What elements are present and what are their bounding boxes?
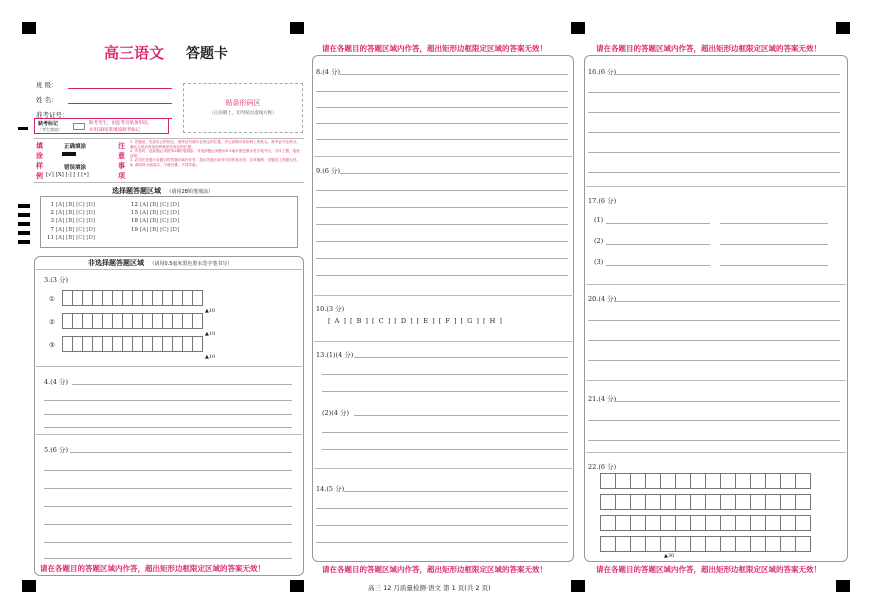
card-subtitle: 答题卡 — [186, 46, 228, 62]
corner-mark-tl — [22, 22, 36, 34]
q16-answer-line[interactable] — [614, 74, 840, 75]
mc-row[interactable]: 7 [A] [B] [C] [D] — [50, 227, 96, 233]
q8-answer-line[interactable] — [340, 74, 568, 75]
fill-label-4: 例 — [36, 171, 43, 180]
absent-note-1: 缺考考生，由监考员贴条形码， — [89, 121, 152, 126]
nonmc-section-title — [88, 258, 232, 268]
mc-row[interactable]: 2 [A] [B] [C] [D] — [50, 210, 96, 216]
divider — [586, 380, 846, 381]
mc-row[interactable]: 15 [A] [B] [C] [D] — [131, 210, 180, 216]
corner-mark-bl — [22, 580, 36, 592]
mc-row[interactable]: 19 [A] [B] [C] [D] — [131, 227, 180, 233]
notice-label-1: 注 — [118, 141, 125, 150]
warning-bottom-middle: 请在各题目的答题区域内作答，超出矩形边框限定区域的答案无效！ — [322, 565, 547, 574]
q4-answer-line[interactable] — [44, 400, 292, 401]
corner-mark-tm1 — [290, 22, 304, 34]
q8-answer-line[interactable] — [316, 91, 568, 92]
wrong-fill-label: 错误填涂 — [64, 165, 87, 171]
q4-answer-line[interactable] — [44, 414, 292, 415]
q20-answer-line[interactable] — [588, 320, 840, 321]
q17-item-1: (1) — [594, 216, 604, 224]
q4-answer-line[interactable] — [44, 427, 292, 428]
mc-row[interactable]: 3 [A] [B] [C] [D] — [50, 218, 96, 224]
q13-answer-line[interactable] — [354, 357, 568, 358]
q14-answer-line[interactable] — [316, 542, 568, 543]
timing-mark — [18, 213, 30, 217]
name-field[interactable] — [68, 103, 172, 104]
absent-sub: （考生禁填） — [38, 127, 62, 132]
q5-label: 5.(6 分) — [44, 446, 68, 454]
q8-answer-line[interactable] — [316, 139, 568, 140]
timing-mark — [18, 240, 30, 244]
divider — [586, 452, 846, 453]
mc-row[interactable]: 12 [A] [B] [C] [D] — [131, 202, 180, 208]
q9-label: 9.(6 分) — [316, 167, 340, 175]
q3-grid-1[interactable] — [62, 290, 202, 306]
q22-grid-row[interactable] — [600, 515, 810, 531]
q9-answer-line[interactable] — [316, 258, 568, 259]
q22-label: 22.(6 分) — [588, 463, 617, 471]
q9-answer-line[interactable] — [316, 275, 568, 276]
mc-row[interactable]: 18 [A] [B] [C] [D] — [131, 218, 180, 224]
notice-label-3: 事 — [118, 161, 125, 170]
q9-answer-line[interactable] — [316, 207, 568, 208]
q17-item-2: (2) — [594, 237, 604, 245]
ticket-label: 准考证号： — [36, 111, 69, 119]
divider — [36, 434, 302, 435]
q3-grid-3[interactable] — [62, 336, 202, 352]
q14-label: 14.(5 分) — [316, 485, 345, 493]
q17-answer-line[interactable] — [606, 244, 710, 245]
divider — [314, 468, 572, 469]
q13-answer-line[interactable] — [322, 449, 568, 450]
corner-mark-bm1 — [290, 580, 304, 592]
q13-answer-line[interactable] — [322, 432, 568, 433]
divider — [314, 341, 572, 342]
fill-label-1: 填 — [36, 141, 43, 150]
correct-fill-mark — [62, 152, 76, 156]
q5-answer-line[interactable] — [44, 470, 292, 471]
warning-bottom-right: 请在各题目的答题区域内作答，超出矩形边框限定区域的答案无效！ — [596, 565, 821, 574]
q8-label: 8.(4 分) — [316, 68, 340, 76]
q17-answer-line[interactable] — [720, 244, 828, 245]
q21-label: 21.(4 分) — [588, 395, 617, 403]
q22-count: ▲30 — [664, 553, 675, 559]
q4-answer-line[interactable] — [72, 384, 292, 385]
q17-answer-line[interactable] — [720, 265, 828, 266]
q5-answer-line[interactable] — [44, 524, 292, 525]
q20-label: 20.(4 分) — [588, 295, 617, 303]
absent-box — [34, 118, 169, 134]
timing-mark — [18, 204, 30, 208]
q8-answer-line[interactable] — [316, 107, 568, 108]
q21-answer-line[interactable] — [588, 420, 840, 421]
q13-answer-line[interactable] — [354, 415, 568, 416]
q10-options[interactable]: [ A ] [ B ] [ C ] [ D ] [ E ] [ F ] [ G ] [ H ] — [328, 317, 503, 325]
q8-answer-line[interactable] — [316, 123, 568, 124]
q3-item-3: ③ — [49, 341, 55, 349]
absent-checkbox[interactable] — [73, 123, 85, 130]
q16-label: 16.(6 分) — [588, 68, 617, 76]
q16-answer-line[interactable] — [588, 112, 840, 113]
q5-answer-line[interactable] — [70, 452, 292, 453]
q9-answer-line[interactable] — [316, 224, 568, 225]
q13-label: 13.(1)(4 分) — [316, 351, 354, 359]
q13-answer-line[interactable] — [322, 374, 568, 375]
q21-answer-line[interactable] — [614, 401, 840, 402]
divider — [586, 284, 846, 285]
absent-label: 缺考标记 — [38, 121, 59, 127]
divider — [36, 269, 302, 270]
q3-item-2: ② — [49, 318, 55, 326]
q3-count-2: ▲10 — [205, 331, 216, 337]
q14-answer-line[interactable] — [316, 525, 568, 526]
q22-grid-row[interactable] — [600, 536, 810, 552]
q20-answer-line[interactable] — [588, 340, 840, 341]
fill-label-3: 样 — [36, 161, 43, 170]
barcode-area — [183, 83, 303, 133]
q5-answer-line[interactable] — [44, 506, 292, 507]
q16-answer-line[interactable] — [588, 152, 840, 153]
q20-answer-line[interactable] — [588, 360, 840, 361]
q9-answer-line[interactable] — [340, 173, 568, 174]
corner-mark-tr — [836, 22, 850, 34]
q16-answer-line[interactable] — [588, 132, 840, 133]
q13-answer-line[interactable] — [322, 391, 568, 392]
q5-answer-line[interactable] — [44, 558, 292, 559]
warning-bottom-left: 请在各题目的答题区域内作答，超出矩形边框限定区域的答案无效！ — [40, 564, 265, 573]
timing-mark — [18, 222, 30, 226]
divider — [314, 156, 572, 157]
q3-grid-2[interactable] — [62, 313, 202, 329]
divider — [586, 186, 846, 187]
notice-item-4: 4. 请保持卡面清洁，不准折叠，不得弄破。 — [130, 162, 200, 167]
class-label: 班 级： — [36, 81, 58, 89]
q14-answer-line[interactable] — [316, 508, 568, 509]
q3-label: 3.(3 分) — [44, 276, 68, 284]
mc-note: （请用2B铅笔填涂） — [166, 189, 214, 195]
q3-count-3: ▲10 — [205, 354, 216, 360]
q4-label: 4.(4 分) — [44, 378, 68, 386]
q9-answer-line[interactable] — [316, 190, 568, 191]
notice-label-2: 意 — [118, 151, 125, 160]
q5-answer-line[interactable] — [44, 488, 292, 489]
q17-item-3: (3) — [594, 258, 604, 266]
card-title: 高三语文 — [104, 44, 165, 62]
divider — [314, 295, 572, 296]
notice-item-1: 1. 答题前，先将自己的姓名、准考证号填写在规定的位置，并认真核对条形码上的姓名、准考证号及科目，确认无误后将条形码粘贴在规定的位置。 — [130, 140, 300, 149]
notice-item-3: 3. 必须在答题卡各题目的答题区域内作答，超出答题区域书写的答案无效；在草稿纸、试题卷上答题无效。 — [130, 158, 300, 163]
q10-label: 10.(3 分) — [316, 305, 345, 313]
nonmc-title: 非选择题答题区域 — [88, 259, 144, 267]
notice-text — [130, 140, 302, 168]
notice-item-2: 2. 作答时，选择题必须使用2B铅笔填涂；非选择题必须使用0.5毫米黑色墨水签字笔书写，字体工整，笔迹清楚。 — [130, 149, 300, 158]
q22-grid-row[interactable] — [600, 473, 810, 489]
warning-top-right: 请在各题目的答题区域内作答，超出矩形边框限定区域的答案无效！ — [596, 44, 821, 53]
q3-item-1: ① — [49, 295, 55, 303]
barcode-title: 贴条形码区 — [225, 99, 261, 107]
q17-answer-line[interactable] — [720, 223, 828, 224]
timing-mark — [18, 127, 28, 130]
mc-row[interactable]: 1 [A] [B] [C] [D] — [50, 202, 96, 208]
q16-answer-line[interactable] — [588, 172, 840, 173]
corner-mark-br — [836, 580, 850, 592]
mc-section-title — [112, 186, 213, 196]
fill-label-2: 涂 — [36, 151, 43, 160]
q9-answer-line[interactable] — [316, 241, 568, 242]
timing-mark — [18, 231, 30, 235]
q16-answer-line[interactable] — [588, 92, 840, 93]
q20-answer-line[interactable] — [614, 301, 840, 302]
q17-label: 17.(6 分) — [588, 197, 617, 205]
warning-top-middle: 请在各题目的答题区域内作答，超出矩形边框限定区域的答案无效！ — [322, 44, 547, 53]
barcode-note: （正面朝上，切勿贴出虚线方框） — [209, 111, 277, 116]
absent-note-2: 并用2B铅笔填涂缺考标记 — [89, 128, 141, 133]
corner-mark-tm2 — [571, 22, 585, 34]
q3-count-1: ▲10 — [205, 308, 216, 314]
mc-title: 选择题答题区域 — [112, 187, 161, 195]
q21-answer-line[interactable] — [588, 440, 840, 441]
middle-answer-panel — [312, 55, 574, 562]
wrong-fill-marks: [√] [X] [-] [ ] [•] — [46, 172, 89, 178]
q14-answer-line[interactable] — [344, 491, 568, 492]
nonmc-note: （请用0.5毫米黑色墨水签字笔书写） — [149, 261, 233, 267]
class-field[interactable] — [68, 88, 172, 89]
notice-label-4: 项 — [118, 171, 125, 180]
q22-grid-row[interactable] — [600, 494, 810, 510]
correct-fill-label: 正确填涂 — [64, 144, 87, 150]
q17-answer-line[interactable] — [606, 223, 710, 224]
corner-mark-bm2 — [571, 580, 585, 592]
divider — [36, 366, 302, 367]
mc-row[interactable]: 11 [A] [B] [C] [D] — [47, 235, 96, 241]
page-footer: 高三 12 月质量检测·语文 第 1 页(共 2 页) — [368, 584, 491, 592]
q17-answer-line[interactable] — [606, 265, 710, 266]
name-label: 姓 名： — [36, 96, 58, 104]
q5-answer-line[interactable] — [44, 542, 292, 543]
fill-notice-box — [34, 138, 304, 183]
q13b-label: (2)(4 分) — [322, 409, 349, 417]
